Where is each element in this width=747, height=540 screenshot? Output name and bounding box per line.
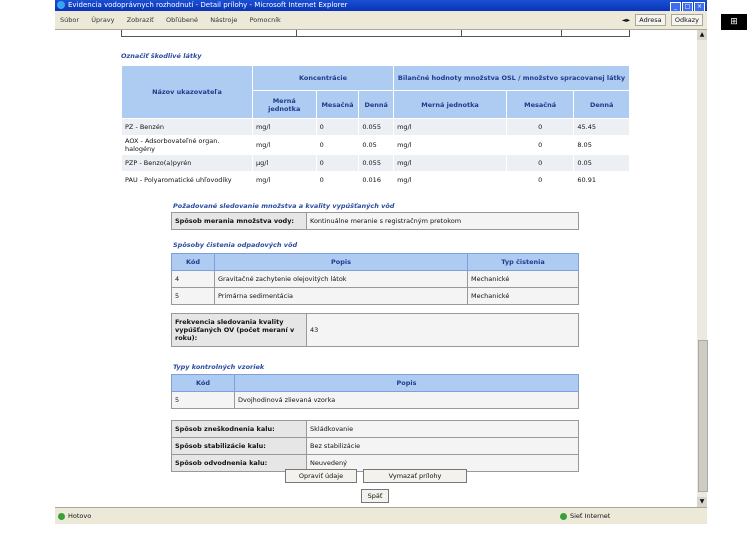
header-unit2: Merná jednotka: [394, 91, 507, 119]
cell-daily: 0.055: [359, 119, 394, 136]
table-row: [172, 271, 579, 288]
menu-file[interactable]: Súbor: [60, 16, 80, 24]
scroll-thumb[interactable]: [698, 340, 708, 492]
cell-unit2: mg/l: [394, 136, 507, 155]
cell-name: PZ - Benzén: [122, 119, 253, 136]
cell-daily2: 0.05: [574, 155, 630, 172]
header-desc: Popis: [235, 375, 579, 392]
table-row: [172, 421, 579, 438]
cell-monthly2: 0: [506, 119, 573, 136]
menu-favorites[interactable]: Obľúbené: [165, 16, 198, 24]
toolbar-right: [619, 14, 703, 26]
cell-daily: 0.016: [359, 172, 394, 189]
vertical-scrollbar[interactable]: [697, 30, 707, 507]
header-desc: Popis: [215, 254, 468, 271]
status-bar: [55, 507, 707, 524]
links-button[interactable]: Odkazy: [671, 14, 703, 26]
monitoring-value: Kontinuálne meranie s registračným pretokom: [307, 213, 579, 230]
cell-desc: Gravitačné zachytenie olejovitých látok: [215, 271, 468, 288]
menu-help[interactable]: Pomocník: [249, 16, 281, 24]
header-code: Kód: [172, 254, 215, 271]
cell-daily: 0.05: [359, 136, 394, 155]
table-row: [122, 119, 630, 136]
back-button[interactable]: ◄▸: [621, 16, 631, 24]
cell-code: 4: [172, 271, 215, 288]
zone-text: Sieť Internet: [570, 512, 611, 520]
header-monthly2: Mesačná: [506, 91, 573, 119]
header-conc: Koncentrácie: [252, 66, 393, 91]
header-daily: Denná: [359, 91, 394, 119]
table-row: [122, 136, 630, 155]
status-right: [560, 508, 610, 524]
sludge-label: Spôsob stabilizácie kalu:: [172, 438, 307, 455]
cell-monthly: 0: [316, 172, 359, 189]
header-type: Typ čistenia: [468, 254, 579, 271]
scroll-up-icon[interactable]: ▲: [697, 30, 707, 40]
frequency-label: Frekvencia sledovania kvality vypúšťaných OV (počet meraní v roku):: [172, 314, 307, 347]
frequency-table: [171, 313, 579, 347]
cell-unit2: mg/l: [394, 172, 507, 189]
cell-name: PAU - Polyaromatické uhľovodíky: [122, 172, 253, 189]
cell-monthly2: 0: [506, 155, 573, 172]
header-monthly: Mesačná: [316, 91, 359, 119]
cell-monthly: 0: [316, 136, 359, 155]
sludge-label: Spôsob zneškodnenia kalu:: [172, 421, 307, 438]
cell-desc: Primárna sedimentácia: [215, 288, 468, 305]
page-content: [55, 30, 697, 507]
table-row: [172, 288, 579, 305]
header-balance: Bilančné hodnoty množstva OSL / množstvo spracovanej látky: [394, 66, 630, 91]
cell-type: Mechanické: [468, 288, 579, 305]
status-text: Hotovo: [68, 512, 92, 520]
internet-zone-icon: [560, 513, 567, 520]
cell-monthly: 0: [316, 119, 359, 136]
menu-bar: [55, 11, 707, 30]
title-bar: [55, 0, 707, 11]
delete-attachments-button[interactable]: Vymazať prílohy: [363, 469, 467, 483]
cell-name: AOX - Adsorbovateľné organ. halogény: [122, 136, 253, 155]
cleaning-title: Spôsoby čistenia odpadových vôd: [173, 241, 298, 249]
cell-daily2: 45.45: [574, 119, 630, 136]
header-unit: Merná jednotka: [252, 91, 316, 119]
status-left: [58, 508, 91, 524]
frequency-value: 43: [307, 314, 579, 347]
scroll-down-icon[interactable]: ▼: [697, 497, 707, 507]
back-button[interactable]: Späť: [361, 489, 389, 503]
maximize-icon[interactable]: □: [682, 2, 693, 12]
cleaning-table: [171, 253, 579, 305]
cell-code: 5: [172, 392, 235, 409]
menu-tools[interactable]: Nástroje: [210, 16, 238, 24]
edit-button[interactable]: Opraviť údaje: [285, 469, 357, 483]
cell-monthly2: 0: [506, 172, 573, 189]
cell-unit2: mg/l: [394, 155, 507, 172]
sludge-value: Skládkovanie: [307, 421, 579, 438]
cell-code: 5: [172, 288, 215, 305]
header-name: Názov ukazovateľa: [122, 66, 253, 119]
menu-edit[interactable]: Úpravy: [91, 16, 115, 24]
cell-desc: Dvojhodinová zlievaná vzorka: [235, 392, 579, 409]
cell-unit: mg/l: [252, 119, 316, 136]
cell-unit: mg/l: [252, 136, 316, 155]
sludge-value: Bez stabilizácie: [307, 438, 579, 455]
sludge-label: Spôsob odvodnenia kalu:: [172, 455, 307, 472]
samples-table: [171, 374, 579, 409]
monitoring-label: Spôsob merania množstva vody:: [172, 213, 307, 230]
windows-logo-icon: ⊞: [721, 14, 747, 30]
cell-daily: 0.055: [359, 155, 394, 172]
table-row: [122, 172, 630, 189]
samples-title: Typy kontrolných vzoriek: [173, 363, 265, 371]
address-button[interactable]: Adresa: [635, 14, 665, 26]
monitoring-table: [171, 212, 579, 230]
table-row: [172, 438, 579, 455]
cell-monthly: 0: [316, 155, 359, 172]
cell-daily2: 8.05: [574, 136, 630, 155]
window-title: Evidencia vodoprávnych rozhodnutí - Detail prílohy - Microsoft Internet Explorer: [68, 1, 348, 9]
cell-unit: mg/l: [252, 172, 316, 189]
ie-icon: [57, 1, 65, 9]
cell-type: Mechanické: [468, 271, 579, 288]
sludge-table: [171, 420, 579, 472]
table-row: [122, 155, 630, 172]
cell-monthly2: 0: [506, 136, 573, 155]
header-code: Kód: [172, 375, 235, 392]
cell-name: PZP - Benzo(a)pyrén: [122, 155, 253, 172]
cell-unit2: mg/l: [394, 119, 507, 136]
page-done-icon: [58, 513, 65, 520]
cell-daily2: 60.91: [574, 172, 630, 189]
minimize-icon[interactable]: _: [670, 2, 681, 12]
menu-view[interactable]: Zobraziť: [126, 16, 154, 24]
monitoring-title: Požadované sledovanie množstva a kvality vypúšťaných vôd: [173, 202, 395, 210]
top-table-edge: [121, 30, 630, 37]
close-icon[interactable]: ×: [694, 2, 705, 12]
sludge-value: Neuvedený: [307, 455, 579, 472]
concentration-table: [121, 65, 630, 189]
header-daily2: Denná: [574, 91, 630, 119]
browser-window: [55, 0, 738, 523]
concentration-title: Označiť škodlivé látky: [121, 52, 202, 60]
cell-unit: µg/l: [252, 155, 316, 172]
table-row: [172, 392, 579, 409]
